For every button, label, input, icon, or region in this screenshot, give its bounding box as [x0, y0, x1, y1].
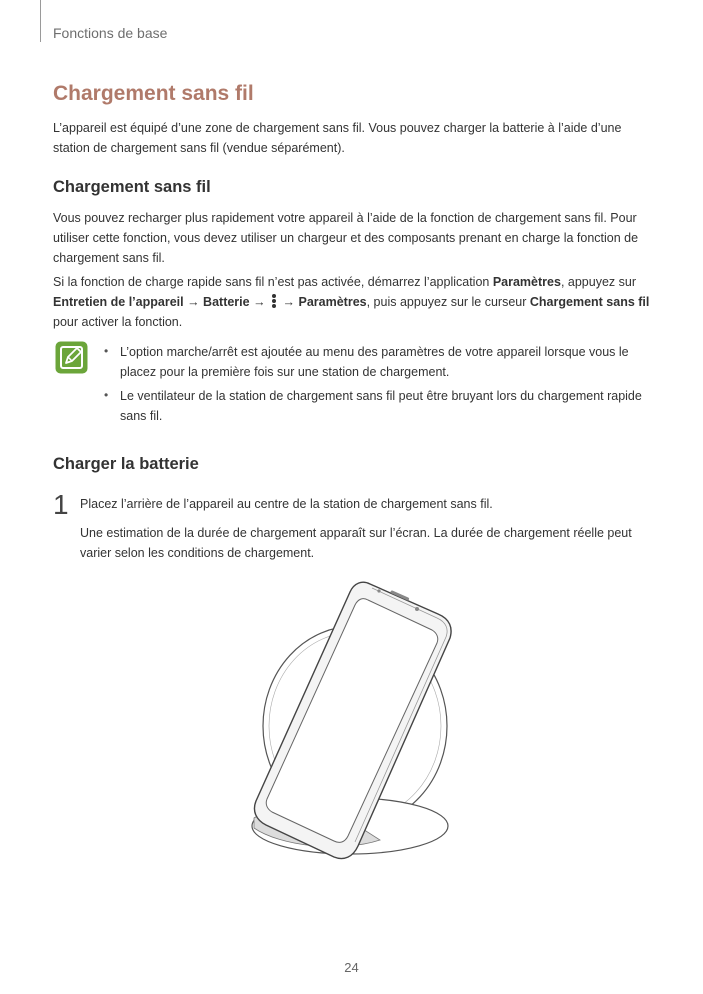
step-detail: Une estimation de la durée de chargement apparaît sur l’écran. La durée de chargement réelle peut varier selon les conditions de chargement.: [80, 526, 632, 560]
settings-app-name: Paramètres: [492, 275, 561, 289]
subsection-title-wireless: Chargement sans fil: [53, 178, 211, 196]
phone-on-wireless-charger-illustration: [240, 578, 470, 863]
note-pencil-icon: [55, 341, 88, 374]
more-options-icon: [271, 293, 277, 309]
step-text: Placez l’arrière de l’appareil au centre de la station de chargement sans fil.: [80, 497, 493, 511]
note-item-1: L’option marche/arrêt est ajoutée au menu des paramètres de votre appareil lorsque vous le placez pour la première fois sur une station de chargement.: [120, 345, 629, 379]
page-number: 24: [344, 960, 359, 975]
wireless-paragraph-2: Si la fonction de charge rapide sans fil n’est pas activée, démarrez l’application Paramètres, appuyez sur Entretien de l’appareil → Batterie → → Paramètres, puis appuyez sur le curseur Chargement sans fil pour activer la fonction.: [53, 275, 650, 329]
section-intro: L’appareil est équipé d’une zone de chargement sans fil. Vous pouvez charger la batterie à l’aide d’une station de chargement sans fil (vendue séparément).: [53, 121, 622, 155]
wireless-charging-switch-label: Chargement sans fil: [529, 295, 650, 309]
device-maintenance-label: Entretien de l’appareil: [53, 295, 184, 309]
note-bullet: •: [104, 388, 109, 402]
section-title: Chargement sans fil: [53, 82, 254, 105]
note-item-2: Le ventilateur de la station de chargement sans fil peut être bruyant lors du chargement rapide sans fil.: [120, 389, 642, 423]
step-number: 1: [53, 489, 69, 520]
running-head: Fonctions de base: [53, 25, 168, 41]
wireless-paragraph-1: Vous pouvez recharger plus rapidement votre appareil à l’aide de la fonction de chargement sans fil. Pour utiliser cette fonction, vous devez utiliser un chargeur et des composants prenant en charge la fonction de chargement sans fil.: [53, 211, 639, 265]
subsection-title-charge: Charger la batterie: [53, 455, 199, 473]
margin-rule: [40, 0, 41, 42]
note-bullet: •: [104, 344, 109, 358]
settings-label: Paramètres: [298, 295, 367, 309]
battery-label: Batterie: [203, 295, 250, 309]
